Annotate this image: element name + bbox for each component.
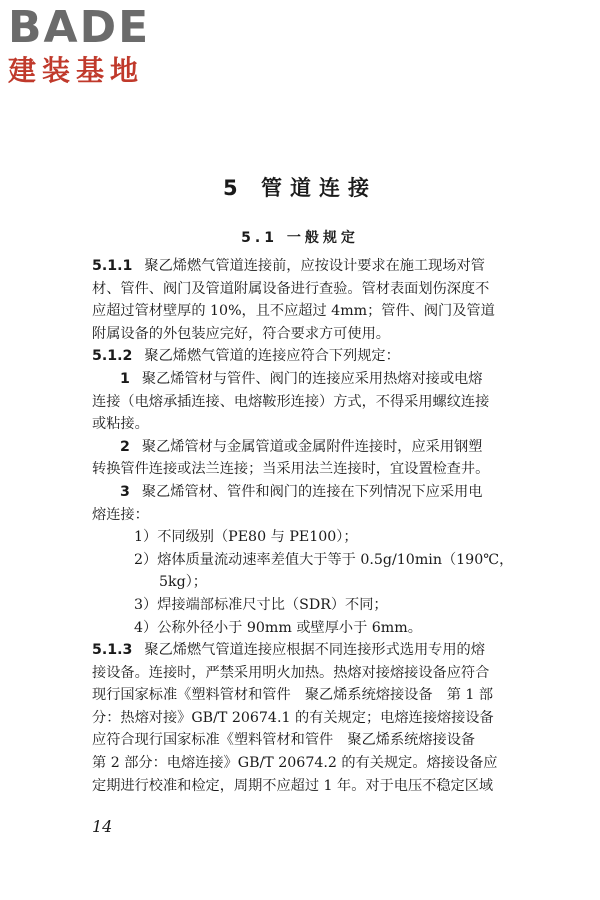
subitem-line: 2）熔体质量流动速率差值大于等于 0.5g/10min（190℃， bbox=[134, 551, 514, 568]
section-title: 5.1 一般规定 bbox=[241, 230, 359, 246]
item-number: 2 bbox=[120, 438, 130, 455]
clause-number: 5.1.1 bbox=[92, 258, 133, 274]
chapter-title: 5 管道连接 bbox=[223, 176, 377, 200]
text-line: 第 2 部分：电熔连接》GB/T 20674.2 的有关规定。熔接设备应 bbox=[92, 755, 498, 772]
text-line: 连接（电熔承插连接、电熔鞍形连接）方式，不得采用螺纹连接 bbox=[92, 393, 490, 410]
clause-line: 5.1.3 聚乙烯燃气管道连接应根据不同连接形式选用专用的熔 bbox=[92, 642, 485, 659]
clause-line: 5.1.1 聚乙烯燃气管道连接前，应按设计要求在施工现场对管 bbox=[92, 258, 485, 274]
text-line: 转换管件连接或法兰连接；当采用法兰连接时，宜设置检查井。 bbox=[92, 461, 490, 478]
item-line: 2 聚乙烯管材与金属管道或金属附件连接时，应采用钢塑 bbox=[120, 438, 483, 455]
text-line: 熔连接： bbox=[92, 506, 149, 523]
subitem-number: 3） bbox=[134, 596, 158, 613]
item-line: 1 聚乙烯管材与管件、阀门的连接应采用热熔对接或电熔 bbox=[120, 370, 483, 387]
subitem-line: 4）公称外径小于 90mm 或壁厚小于 6mm。 bbox=[134, 619, 422, 636]
text-line: 接设备。连接时，严禁采用明火加热。热熔对接熔接设备应符合 bbox=[92, 664, 490, 681]
document-body bbox=[92, 255, 522, 797]
logo-subtitle: 建装基地 bbox=[8, 54, 145, 87]
subitem-number: 1） bbox=[134, 529, 158, 546]
logo-word: BADE bbox=[8, 2, 151, 53]
subitem-number: 2） bbox=[134, 551, 158, 568]
text-line: 附属设备的外包装应完好，符合要求方可使用。 bbox=[92, 325, 390, 342]
item-number: 1 bbox=[120, 370, 130, 387]
text-line: 应超过管材壁厚的 10%，且不应超过 4mm；管件、阀门及管道 bbox=[92, 303, 495, 320]
clause-number: 5.1.2 bbox=[92, 348, 133, 365]
item-line: 3 聚乙烯管材、管件和阀门的连接在下列情况下应采用电 bbox=[120, 483, 483, 500]
text-line: 现行国家标准《塑料管材和管件 聚乙烯系统熔接设备 第 1 部 bbox=[92, 687, 494, 704]
text-line: 5kg）； bbox=[159, 574, 207, 591]
clause-line: 5.1.2 聚乙烯燃气管道的连接应符合下列规定： bbox=[92, 348, 400, 365]
text-line: 分：热熔对接》GB/T 20674.1 的有关规定；电熔连接熔接设备 bbox=[92, 709, 494, 726]
subitem-number: 4） bbox=[134, 619, 158, 636]
subitem-line: 1）不同级别（PE80 与 PE100）； bbox=[134, 529, 358, 546]
subitem-line: 3）焊接端部标准尺寸比（SDR）不同； bbox=[134, 596, 388, 613]
text-line: 或粘接。 bbox=[92, 416, 149, 433]
clause-number: 5.1.3 bbox=[92, 642, 133, 659]
text-line: 定期进行校准和检定，周期不应超过 1 年。对于电压不稳定区域 bbox=[92, 777, 494, 794]
page-number: 14 bbox=[92, 817, 113, 836]
text-line: 应符合现行国家标准《塑料管材和管件 聚乙烯系统熔接设备 bbox=[92, 732, 476, 749]
bade-logo bbox=[8, 2, 183, 96]
item-number: 3 bbox=[120, 483, 130, 500]
text-line: 材、管件、阀门及管道附属设备进行查验。管材表面划伤深度不 bbox=[92, 280, 490, 297]
